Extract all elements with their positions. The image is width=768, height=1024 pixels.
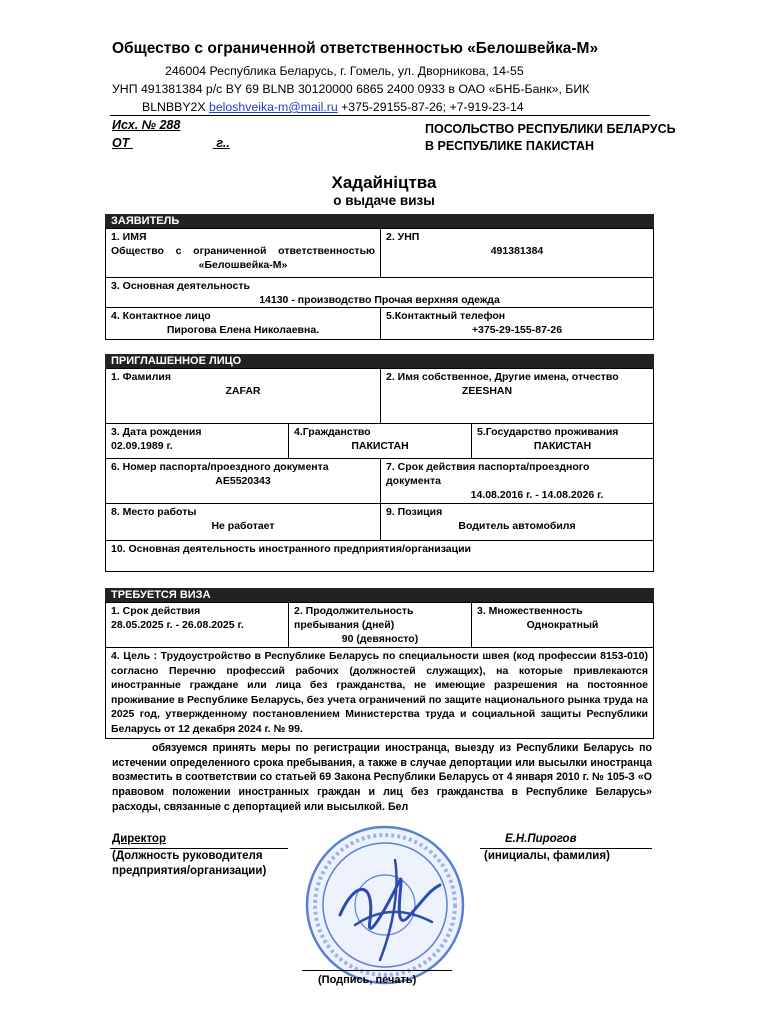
section-visa: ТРЕБУЕТСЯ ВИЗА xyxy=(105,588,654,602)
invitee-validity-value: 14.08.2016 г. - 14.08.2026 г. xyxy=(470,489,604,501)
name-underline xyxy=(480,848,652,849)
header-divider xyxy=(110,115,650,116)
commitment-paragraph: обязуемся принять меры по регистрации иностранца, выезду из Республики Беларусь по истечении определенного срока пребывания, а также в случае депортации или высылки иностранца возместить в соответствии со статьей 69 Закона Республики Беларусь от 4 января 2010 г. № 105-З «О правовом положении иностранных граждан и лиц без гражданства в Республике Беларусь» расходы, связанные с депортацией или высылкой. Бел xyxy=(112,742,652,813)
document-title: Хадайніцтва xyxy=(331,173,437,192)
invitee-workplace-label: 8. Место работы xyxy=(111,506,197,518)
org-name: Общество с ограниченной ответственностью «Белошвейка-М» xyxy=(112,40,599,57)
email-link[interactable]: beloshveika-m@mail.ru xyxy=(209,100,338,114)
outgoing-number: Исх. № 288 xyxy=(112,118,181,132)
invitee-workplace-cell xyxy=(105,503,381,541)
company-seal xyxy=(300,820,470,990)
bik: BLNBBY2X xyxy=(142,100,206,114)
section-applicant: ЗАЯВИТЕЛЬ xyxy=(105,214,654,228)
invitee-passport-validity-cell xyxy=(380,458,654,504)
applicant-name-value-2: «Белошвейка-М» xyxy=(198,259,288,271)
position-caption-2: предприятия/организации) xyxy=(112,865,267,877)
contacts-line xyxy=(142,98,524,116)
section-invitee: ПРИГЛАШЕННОЕ ЛИЦО xyxy=(105,354,654,368)
date-line xyxy=(112,136,252,150)
visa-multiplicity-value: Однократный xyxy=(526,619,599,631)
invitee-surname-value: ZAFAR xyxy=(225,385,261,397)
visa-duration-label-2: пребывания (дней) xyxy=(294,619,395,631)
recipient-line-2: В РЕСПУБЛИКЕ ПАКИСТАН xyxy=(425,139,595,153)
visa-multiplicity-label: 3. Множественность xyxy=(477,605,583,617)
invitee-surname-label: 1. Фамилия xyxy=(111,371,171,383)
invitee-passport-cell xyxy=(105,458,381,504)
invitee-validity-label-1: 7. Срок действия паспорта/проездного xyxy=(386,461,590,473)
invitee-given-name-value: ZEESHAN xyxy=(461,385,513,397)
applicant-activity-value: 14130 - производство Прочая верхняя одежда xyxy=(259,294,500,306)
position-underline xyxy=(110,848,288,849)
signer-name: Е.Н.Пирогов xyxy=(505,833,577,845)
applicant-phone-value: +375-29-155-87-26 xyxy=(471,324,563,336)
invitee-workplace-value: Не работает xyxy=(211,520,275,532)
position-caption-1: (Должность руководителя xyxy=(112,850,263,862)
signature-underline xyxy=(302,970,452,971)
applicant-unp-cell xyxy=(380,228,654,278)
invitee-position-value: Водитель автомобиля xyxy=(458,520,576,532)
applicant-contact-value: Пирогова Елена Николаевна. xyxy=(166,324,320,336)
visa-term-label: 1. Срок действия xyxy=(111,605,201,617)
invitee-given-name-label: 2. Имя собственное, Другие имена, отчество xyxy=(386,371,619,383)
document-subtitle: о выдаче визы xyxy=(333,193,435,208)
invitee-position-label: 9. Позиция xyxy=(386,506,443,518)
invitee-citizenship-label: 4.Гражданство xyxy=(294,426,371,438)
invitee-dob-label: 3. Дата рождения xyxy=(111,426,202,438)
visa-duration-cell xyxy=(288,602,472,648)
invitee-citizenship-cell xyxy=(288,423,472,459)
applicant-unp-label: 2. УНП xyxy=(386,231,420,243)
visa-duration-value: 90 (девяносто) xyxy=(341,633,419,645)
invitee-passport-label: 6. Номер паспорта/проездного документа xyxy=(111,461,329,473)
invitee-surname-cell xyxy=(105,368,381,424)
org-address: 246004 Республика Беларусь, г. Гомель, ул. Дворникова, 14-55 xyxy=(165,64,524,78)
phones: +375-29155-87-26; +7-919-23-14 xyxy=(341,100,524,114)
applicant-name-label: 1. ИМЯ xyxy=(111,231,147,243)
invitee-foreign-activity-cell xyxy=(105,540,654,572)
applicant-unp-value: 491381384 xyxy=(490,245,544,257)
signature-caption: (Подпись, печать) xyxy=(318,974,417,986)
invitee-dob-value: 02.09.1989 г. xyxy=(111,440,173,452)
visa-multiplicity-cell xyxy=(471,602,654,648)
invitee-residence-label: 5.Государство проживания xyxy=(477,426,619,438)
invitee-residence-value: ПАКИСТАН xyxy=(533,440,592,452)
name-caption: (инициалы, фамилия) xyxy=(484,850,610,862)
applicant-name-value-1: Общество с ограниченной ответственностью xyxy=(111,245,375,257)
bank-details: УНП 491381384 р/с BY 69 BLNB 30120000 6865 2400 0933 в ОАО «БНБ-Банк», БИК xyxy=(112,82,590,96)
invitee-given-name-cell xyxy=(380,368,654,424)
invitee-citizenship-value: ПАКИСТАН xyxy=(351,440,409,452)
applicant-activity-cell xyxy=(105,277,654,308)
invitee-dob-cell xyxy=(105,423,289,459)
visa-term-cell xyxy=(105,602,289,648)
from-label: ОТ xyxy=(112,136,130,150)
applicant-activity-label: 3. Основная деятельность xyxy=(111,280,250,292)
year-suffix: г.. xyxy=(216,136,230,150)
applicant-phone-label: 5.Контактный телефон xyxy=(386,310,506,322)
applicant-phone-cell xyxy=(380,307,654,340)
visa-purpose-cell: 4. Цель : Трудоустройство в Республике Беларусь по специальности швея (код профессии 8153-010) согласно Перечню профессий рабочих (должностей служащих), на которые привлекаются иностранные граждане или лица без гражданства, не имеющие разрешения на постоянное проживание в Республике Беларусь, без учета ограничений по защите национального рынка труда на 2025 год, утвержденному постановлением Министерства труда и социальной защиты Республики Беларусь от 12 декабря 2024 г. № 99. xyxy=(105,647,654,739)
signer-position: Директор xyxy=(112,833,166,845)
invitee-position-cell xyxy=(380,503,654,541)
visa-duration-label-1: 2. Продолжительность xyxy=(294,605,414,617)
recipient-line-1: ПОСОЛЬСТВО РЕСПУБЛИКИ БЕЛАРУСЬ xyxy=(425,122,676,136)
invitee-residence-cell xyxy=(471,423,654,459)
applicant-name-cell xyxy=(105,228,381,278)
invitee-validity-label-2: документа xyxy=(386,475,441,487)
applicant-contact-label: 4. Контактное лицо xyxy=(111,310,211,322)
visa-term-value: 28.05.2025 г. - 26.08.2025 г. xyxy=(111,619,244,631)
applicant-contact-cell xyxy=(105,307,381,340)
invitee-passport-value: AE5520343 xyxy=(215,475,271,487)
invitee-foreign-activity-label: 10. Основная деятельность иностранного предприятия/организации xyxy=(111,543,471,555)
